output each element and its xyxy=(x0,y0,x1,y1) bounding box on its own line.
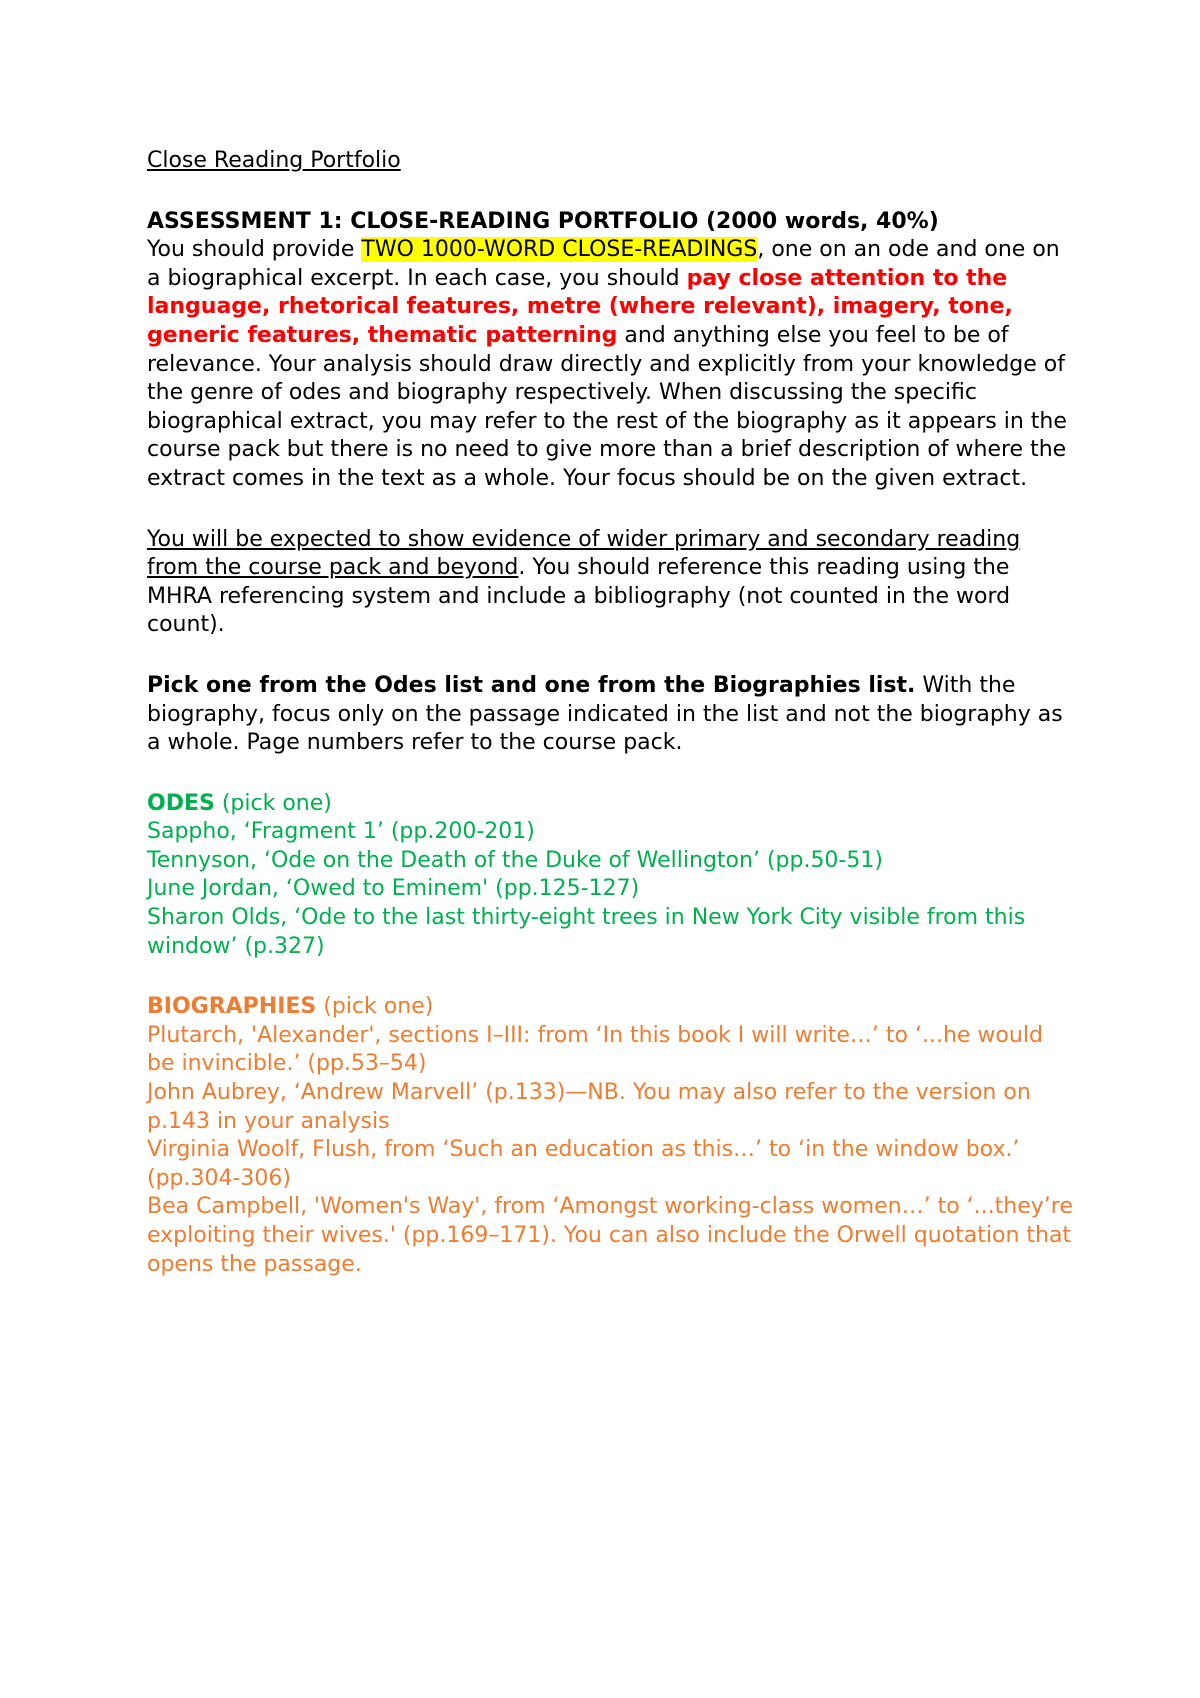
biographies-heading-label: BIOGRAPHIES xyxy=(147,994,317,1020)
spacer xyxy=(147,758,1077,790)
reading-rest: . You should reference this reading using the MHRA referencing system and include a bibliography (not counted in the word count). xyxy=(147,555,1011,638)
document-page xyxy=(147,147,1077,1279)
emphasized-criteria: pay close attention to the language, rhetorical features, metre (where relevant), imagery, tone, generic features, thematic patterning xyxy=(147,265,1013,348)
biography-item: Plutarch, 'Alexander', sections I–III: from ‘In this book I will write…’ to ‘...he would be invincible.’ (pp.53–54) xyxy=(147,1022,1043,1077)
assessment-text-middle: , one on an ode and one on a biographical excerpt. In each case, you should xyxy=(147,237,1060,291)
document-title: Close Reading Portfolio xyxy=(147,148,401,173)
highlighted-requirement: TWO 1000-WORD CLOSE-READINGS xyxy=(361,237,758,263)
ode-item: Sappho, ‘Fragment 1’ (pp.200-201) xyxy=(147,819,535,845)
assessment-heading: ASSESSMENT 1: CLOSE-READING PORTFOLIO (2000 words, 40%) xyxy=(147,208,939,234)
pick-paragraph xyxy=(147,672,1077,758)
biographies-heading xyxy=(147,993,1077,1022)
ode-item: Sharon Olds, ‘Ode to the last thirty-eight trees in New York City visible from this window’ (p.327) xyxy=(147,905,1026,959)
biography-item: Bea Campbell, 'Women's Way', from ‘Amongst working-class women…’ to ‘...they’re exploiting their wives.' (pp.169–171). You can also include the Orwell quotation that opens the passage. xyxy=(147,1194,1073,1277)
biography-item: John Aubrey, ‘Andrew Marvell’ (p.133)—NB. You may also refer to the version on p.143 in your analysis xyxy=(147,1080,1031,1134)
pick-instruction: Pick one from the Odes list and one from the Biographies list. xyxy=(147,672,916,698)
ode-item: Tennyson, ‘Ode on the Death of the Duke of Wellington’ (pp.50-51) xyxy=(147,847,883,873)
biography-item: Virginia Woolf, Flush, from ‘Such an education as this…’ to ‘in the window box.’ (pp.304-306) xyxy=(147,1137,1020,1191)
assessment-text-intro: You should provide xyxy=(147,237,362,263)
odes-list xyxy=(147,790,1077,962)
spacer xyxy=(147,961,1077,993)
reading-underlined: You will be expected to show evidence of wider primary and secondary reading from the course pack and beyond xyxy=(147,526,1021,581)
assessment-paragraph xyxy=(147,236,1077,493)
biographies-heading-note: (pick one) xyxy=(316,994,434,1020)
biographies-list xyxy=(147,993,1077,1279)
pick-rest: With the biography, focus only on the passage indicated in the list and not the biography as a whole. Page numbers refer to the course pack. xyxy=(147,672,1063,756)
spacer xyxy=(147,176,1077,208)
spacer xyxy=(147,494,1077,526)
odes-heading xyxy=(147,790,1077,819)
reading-paragraph xyxy=(147,526,1077,640)
odes-heading-note: (pick one) xyxy=(214,790,332,816)
odes-heading-label: ODES xyxy=(147,790,215,816)
spacer xyxy=(147,640,1077,672)
assessment-text-end: and anything else you feel to be of relevance. Your analysis should draw directly and explicitly from your knowledge of the genre of odes and biography respectively. When discussing the specific biographical extract, you may refer to the rest of the biography as it appears in the course pack but there is no need to give more than a brief description of where the extract comes in the text as a whole. Your focus should be on the given extract. xyxy=(147,322,1067,491)
ode-item: June Jordan, ‘Owed to Eminem' (pp.125-127) xyxy=(147,876,640,902)
